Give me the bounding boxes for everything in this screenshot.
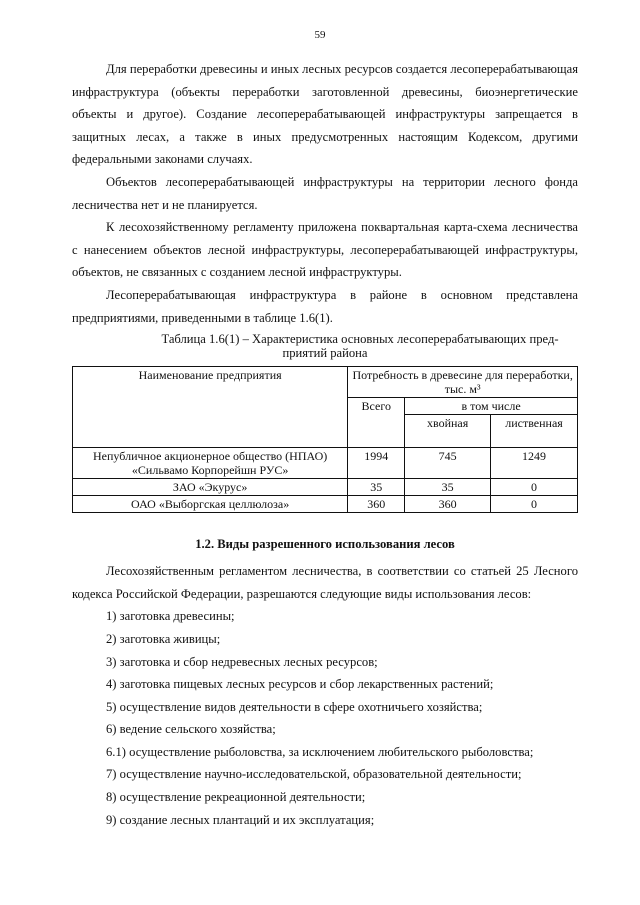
row-enterprise-name: ЗАО «Экурус»: [73, 479, 348, 496]
list-item: 1) заготовка древесины;: [106, 609, 235, 624]
header-deciduous: лиственная: [491, 415, 578, 448]
list-item: 5) осуществление видов деятельности в сфере охотничьего хозяйства;: [106, 699, 483, 714]
list-item: 2) заготовка живицы;: [106, 631, 221, 646]
row-deciduous: 0: [491, 496, 578, 513]
row-total: 1994: [348, 448, 405, 479]
paragraph-map-scheme: К лесохозяйственному регламенту приложена поквартальная карта-схема лесничества с нанесением объектов лесной инфраструктуры, лесоперерабатывающей инфраструктуры, объектов, не связанных с созданием лесной инфраструктуры.: [72, 220, 578, 280]
row-deciduous: 0: [491, 479, 578, 496]
paragraph-processing-infrastructure: Для переработки древесины и иных лесных ресурсов создается лесоперерабатывающая инфраструктура (объекты переработки заготовленной древесины, биоэнергетические объекты и другое). Создание лесоперерабатывающей инфраструктуры запрещается в защитных лесах, а также в иных предусмотренных настоящим Кодексом, другими федеральными законами случаях.: [72, 62, 578, 167]
document-body: [72, 58, 578, 831]
list-item: 4) заготовка пищевых лесных ресурсов и сбор лекарственных растений;: [106, 677, 494, 692]
section-heading: 1.2. Виды разрешенного использования лесов: [195, 537, 455, 552]
table-header-row: [73, 367, 578, 398]
table-caption-line2: приятий района: [282, 346, 368, 361]
paragraph-no-objects: Объектов лесоперерабатывающей инфраструктуры на территории лесного фонда лесничества нет и не планируется.: [72, 174, 578, 212]
header-including: в том числе: [405, 398, 578, 415]
enterprises-table: [72, 366, 578, 513]
row-enterprise-name: ОАО «Выборгская целлюлоза»: [73, 496, 348, 513]
row-conifer: 745: [405, 448, 491, 479]
header-enterprise-name: Наименование предприятия: [73, 367, 348, 448]
list-item: 6) ведение сельского хозяйства;: [106, 722, 276, 737]
list-item: 6.1) осуществление рыболовства, за исключением любительского рыболовства;: [106, 744, 534, 759]
table-row: [73, 479, 578, 496]
row-total: 35: [348, 479, 405, 496]
header-conifer: хвойная: [405, 415, 491, 448]
header-wood-need: Потребность в древесине для переработки, тыс. м³: [348, 367, 578, 398]
table-row: [73, 496, 578, 513]
header-total: Всего: [348, 398, 405, 448]
row-deciduous: 1249: [491, 448, 578, 479]
row-total: 360: [348, 496, 405, 513]
list-item: 8) осуществление рекреационной деятельности;: [106, 790, 366, 805]
row-conifer: 360: [405, 496, 491, 513]
row-enterprise-name: Непубличное акционерное общество (НПАО) «Сильвамо Корпорейшн РУС»: [73, 448, 348, 479]
paragraph-table-reference: Лесоперерабатывающая инфраструктура в районе в основном представлена предприятиями, приведенными в таблице 1.6(1).: [72, 287, 578, 325]
page-number: 59: [314, 29, 326, 41]
table-caption-line1: Таблица 1.6(1) – Характеристика основных лесоперерабатывающих пред-: [161, 332, 559, 347]
row-conifer: 35: [405, 479, 491, 496]
list-item: 9) создание лесных плантаций и их эксплуатация;: [106, 812, 375, 827]
table-row: [73, 448, 578, 479]
list-item: 7) осуществление научно-исследовательской, образовательной деятельности;: [106, 767, 522, 782]
table-caption: [72, 332, 578, 360]
section-intro: Лесохозяйственным регламентом лесничества, в соответствии со статьей 25 Лесного кодекса Российской Федерации, разрешаются следующие виды использования лесов:: [72, 564, 578, 601]
list-item: 3) заготовка и сбор недревесных лесных ресурсов;: [106, 654, 378, 669]
